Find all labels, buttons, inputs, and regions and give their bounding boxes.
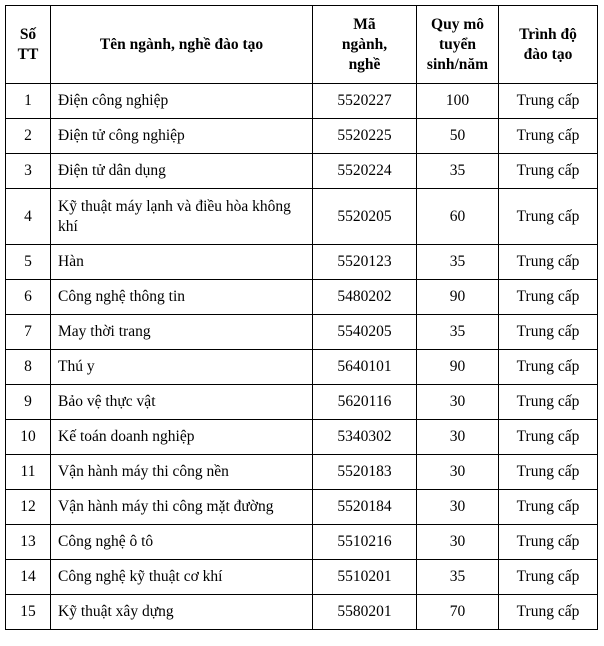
table-row (6, 595, 598, 630)
cell-level: Trung cấp (499, 595, 598, 630)
cell-stt: 1 (6, 84, 51, 119)
cell-level: Trung cấp (499, 490, 598, 525)
table-wrapper (5, 5, 598, 630)
cell-program-code: 5480202 (313, 280, 417, 315)
cell-program-code: 5510201 (313, 560, 417, 595)
cell-level: Trung cấp (499, 350, 598, 385)
cell-program-name: Hàn (51, 245, 313, 280)
cell-quota: 60 (417, 189, 499, 245)
cell-stt: 13 (6, 525, 51, 560)
cell-quota: 35 (417, 560, 499, 595)
cell-stt: 12 (6, 490, 51, 525)
cell-program-name: Điện tử công nghiệp (51, 119, 313, 154)
cell-program-code: 5620116 (313, 385, 417, 420)
cell-program-code: 5520184 (313, 490, 417, 525)
header-stt: Số TT (6, 6, 51, 84)
cell-program-name: Kế toán doanh nghiệp (51, 420, 313, 455)
table-row (6, 455, 598, 490)
table-row (6, 525, 598, 560)
table-row (6, 490, 598, 525)
header-enrollment-quota: Quy mô tuyển sinh/năm (417, 6, 499, 84)
cell-program-code: 5640101 (313, 350, 417, 385)
cell-program-name: Điện công nghiệp (51, 84, 313, 119)
cell-program-name: Điện tử dân dụng (51, 154, 313, 189)
cell-stt: 4 (6, 189, 51, 245)
cell-quota: 100 (417, 84, 499, 119)
cell-stt: 15 (6, 595, 51, 630)
cell-stt: 8 (6, 350, 51, 385)
cell-stt: 14 (6, 560, 51, 595)
training-programs-table (5, 5, 598, 630)
cell-program-name: Kỹ thuật máy lạnh và điều hòa không khí (51, 189, 313, 245)
cell-quota: 90 (417, 350, 499, 385)
cell-program-code: 5520205 (313, 189, 417, 245)
cell-stt: 6 (6, 280, 51, 315)
header-program-code: Mã ngành, nghề (313, 6, 417, 84)
cell-level: Trung cấp (499, 154, 598, 189)
cell-program-code: 5510216 (313, 525, 417, 560)
table-row (6, 420, 598, 455)
cell-quota: 30 (417, 420, 499, 455)
cell-stt: 11 (6, 455, 51, 490)
cell-stt: 2 (6, 119, 51, 154)
cell-level: Trung cấp (499, 455, 598, 490)
cell-level: Trung cấp (499, 245, 598, 280)
cell-program-name: Vận hành máy thi công mặt đường (51, 490, 313, 525)
cell-level: Trung cấp (499, 189, 598, 245)
cell-program-name: Công nghệ ô tô (51, 525, 313, 560)
cell-program-name: Bảo vệ thực vật (51, 385, 313, 420)
cell-program-code: 5520183 (313, 455, 417, 490)
cell-level: Trung cấp (499, 280, 598, 315)
cell-quota: 30 (417, 490, 499, 525)
cell-program-name: Công nghệ kỹ thuật cơ khí (51, 560, 313, 595)
cell-quota: 30 (417, 385, 499, 420)
table-row (6, 560, 598, 595)
table-row (6, 385, 598, 420)
cell-program-name: Vận hành máy thi công nền (51, 455, 313, 490)
cell-program-code: 5520227 (313, 84, 417, 119)
header-training-level: Trình độ đào tạo (499, 6, 598, 84)
cell-quota: 35 (417, 315, 499, 350)
cell-quota: 30 (417, 525, 499, 560)
table-header-row (6, 6, 598, 84)
cell-quota: 35 (417, 245, 499, 280)
cell-level: Trung cấp (499, 525, 598, 560)
cell-program-name: Thú y (51, 350, 313, 385)
cell-program-name: Công nghệ thông tin (51, 280, 313, 315)
table-row (6, 154, 598, 189)
cell-level: Trung cấp (499, 385, 598, 420)
cell-level: Trung cấp (499, 315, 598, 350)
cell-level: Trung cấp (499, 560, 598, 595)
cell-stt: 5 (6, 245, 51, 280)
cell-program-code: 5540205 (313, 315, 417, 350)
cell-program-code: 5580201 (313, 595, 417, 630)
cell-stt: 3 (6, 154, 51, 189)
cell-quota: 35 (417, 154, 499, 189)
cell-stt: 10 (6, 420, 51, 455)
cell-program-code: 5340302 (313, 420, 417, 455)
cell-level: Trung cấp (499, 119, 598, 154)
cell-stt: 9 (6, 385, 51, 420)
cell-stt: 7 (6, 315, 51, 350)
cell-program-name: Kỹ thuật xây dựng (51, 595, 313, 630)
table-row (6, 84, 598, 119)
cell-level: Trung cấp (499, 420, 598, 455)
cell-quota: 30 (417, 455, 499, 490)
header-program-name: Tên ngành, nghề đào tạo (51, 6, 313, 84)
cell-program-code: 5520225 (313, 119, 417, 154)
cell-program-code: 5520224 (313, 154, 417, 189)
cell-quota: 50 (417, 119, 499, 154)
cell-level: Trung cấp (499, 84, 598, 119)
table-row (6, 350, 598, 385)
table-row (6, 119, 598, 154)
cell-quota: 90 (417, 280, 499, 315)
table-row (6, 245, 598, 280)
cell-quota: 70 (417, 595, 499, 630)
table-row (6, 315, 598, 350)
table-row (6, 280, 598, 315)
cell-program-name: May thời trang (51, 315, 313, 350)
table-row (6, 189, 598, 245)
cell-program-code: 5520123 (313, 245, 417, 280)
